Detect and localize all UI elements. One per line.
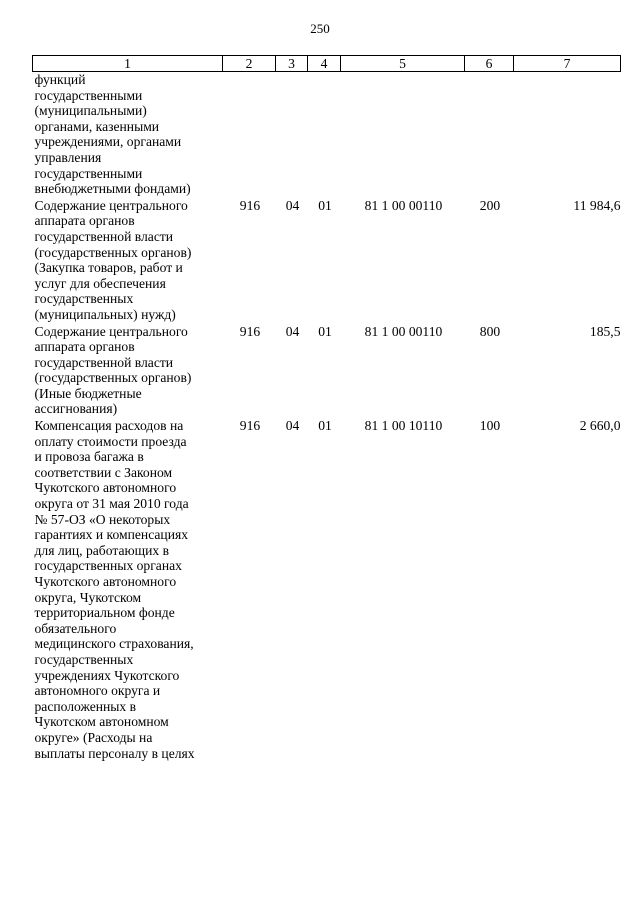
table-row (33, 324, 621, 419)
row-expense-type: 100 (479, 418, 501, 434)
page-number: 250 (310, 21, 330, 36)
row-description: Содержание центрального аппарата органов государственной власти (государственных органов) (Закупка товаров, работ и услуг для обеспечения государственных (муниципальных) нужд) (34, 197, 192, 322)
row-subsection-code: 01 (318, 197, 332, 213)
header-cell-5: 5 (341, 56, 465, 72)
header-cell-1: 1 (33, 56, 223, 72)
row-ministry-code: 916 (239, 418, 261, 434)
row-description: Компенсация расходов на оплату стоимости проезда и провоза багажа в соответствии с Законом Чукотского автономного округа от 31 мая 2010 года № 57-ОЗ «О некоторых гарантиях и компенсациях для лиц, работающих в государственных органах Чукотского автономного округа, Чукотском территориальном фонде обязательного медицинского страхования, государственных учреждениях Чукотского автономного округа и расположенных в Чукотском автономном округе» (Расходы на выплаты персоналу в целях (34, 418, 195, 761)
row-section-code: 04 (285, 418, 300, 434)
row-section-code: 04 (285, 197, 300, 213)
row-ministry-code: 916 (239, 323, 261, 339)
row-subsection-code: 01 (318, 323, 332, 339)
row-description: функций государственными (муниципальными) органами, казенными учреждениями, органами управления государственными внебюджетными фондами) (34, 72, 191, 197)
row-amount (514, 72, 621, 198)
row-expense-type: 200 (479, 197, 501, 213)
row-subsection-code: 01 (318, 418, 332, 434)
row-expense-type: 800 (479, 323, 501, 339)
header-row (33, 56, 621, 72)
row-target-code: 81 1 00 00110 (364, 197, 443, 213)
table-row (33, 198, 621, 324)
budget-table (32, 55, 621, 762)
row-target-code: 81 1 00 00110 (364, 323, 443, 339)
header-cell-7: 7 (514, 56, 621, 72)
header-cell-2: 2 (223, 56, 276, 72)
row-target-code (341, 72, 465, 198)
row-amount: 11 984,6 (573, 197, 621, 213)
header-cell-4: 4 (308, 56, 341, 72)
row-ministry-code (223, 72, 276, 198)
header-cell-6: 6 (465, 56, 514, 72)
row-subsection-code (308, 72, 341, 198)
row-ministry-code: 916 (239, 197, 261, 213)
row-section-code (276, 72, 308, 198)
row-expense-type (465, 72, 514, 198)
row-amount: 2 660,0 (579, 418, 621, 434)
table-row (33, 72, 621, 198)
row-section-code: 04 (285, 323, 300, 339)
header-cell-3: 3 (276, 56, 308, 72)
table-row (33, 418, 621, 762)
row-amount: 185,5 (589, 323, 621, 339)
row-target-code: 81 1 00 10110 (364, 418, 443, 434)
row-description: Содержание центрального аппарата органов государственной власти (государственных органов) (Иные бюджетные ассигнования) (34, 323, 192, 417)
